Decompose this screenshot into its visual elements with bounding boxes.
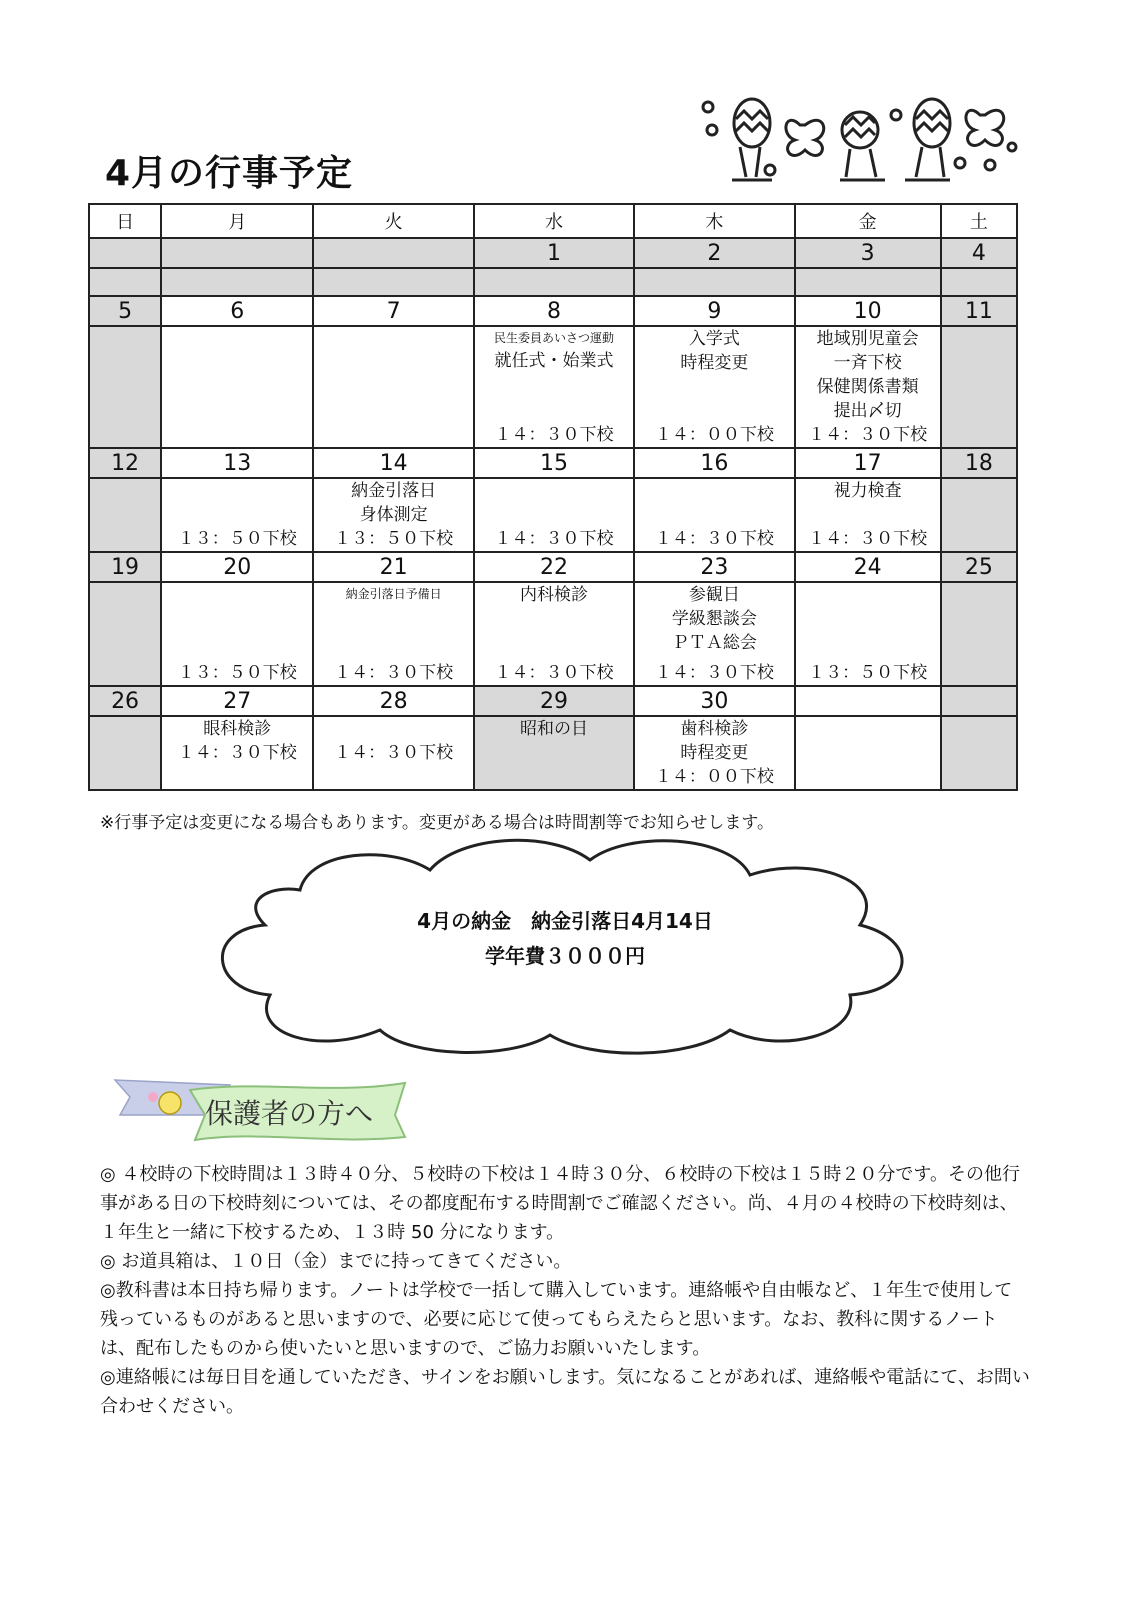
event-cell: [795, 478, 941, 552]
calendar-table: [88, 203, 1018, 791]
date-cell: 19: [89, 552, 161, 582]
event-cell: [795, 582, 941, 686]
date-cell: 7: [313, 296, 473, 326]
event-text: 身体測定: [359, 505, 428, 525]
date-cell: 17: [795, 448, 941, 478]
event-cell: [474, 326, 634, 448]
event-text: 昭和の日: [519, 719, 588, 739]
dismissal-time: １３：５０下校: [177, 529, 297, 549]
event-text: 保健関係書類: [816, 377, 919, 397]
event-cell: [161, 326, 313, 448]
event-text: 提出〆切: [833, 401, 902, 421]
notice-paragraph: ◎ ４校時の下校時間は１３時４０分、５校時の下校は１４時３０分、６校時の下校は１５時２０分です。その他行事がある日の下校時刻については、その都度配布する時間割でご確認ください。尚、４月の４校時の下校時刻は、１年生と一緒に下校するため、１３時 50 分になります。: [100, 1164, 1020, 1243]
date-cell: 20: [161, 552, 313, 582]
event-cell: [89, 478, 161, 552]
date-cell: 14: [313, 448, 473, 478]
date-cell: 3: [795, 238, 941, 268]
eggs-butterflies-illustration: [700, 95, 1020, 195]
event-text: 民生委員あいさつ運動: [493, 331, 614, 345]
event-cell: [795, 326, 941, 448]
event-cell: [634, 478, 794, 552]
dismissal-time: １４：３０下校: [808, 529, 928, 549]
event-cell: [313, 582, 473, 686]
date-cell: 11: [941, 296, 1017, 326]
event-cell: [313, 716, 473, 790]
event-cell: [941, 582, 1017, 686]
dismissal-time: １４：３０下校: [654, 663, 774, 683]
event-cell: [941, 478, 1017, 552]
event-cell: [634, 326, 794, 448]
event-cell: [634, 582, 794, 686]
weekday-header-row: [89, 204, 1017, 238]
notice-paragraph: ◎教科書は本日持ち帰ります。ノートは学校で一括して購入しています。連絡帳や自由帳など、１年生で使用して残っているものがあると思いますので、必要に応じて使ってもらえたらと思います。なお、教科に関するノートは、配布したものから使いたいと思いますので、ご協力お願いいたします。: [100, 1280, 1013, 1359]
event-cell: [795, 268, 941, 296]
date-cell: 9: [634, 296, 794, 326]
date-cell: [161, 238, 313, 268]
dismissal-time: １４：３０下校: [334, 663, 454, 683]
event-text: ＰＴＡ総会: [671, 633, 757, 653]
event-cell: [161, 716, 313, 790]
payment-amount: 学年費３０００円: [485, 944, 645, 968]
date-cell: 12: [89, 448, 161, 478]
date-cell: [89, 238, 161, 268]
event-cell: [161, 268, 313, 296]
guardian-notices: [100, 1160, 1030, 1421]
date-cell: 18: [941, 448, 1017, 478]
dismissal-time: １４：３０下校: [808, 425, 928, 445]
event-text: 一斉下校: [833, 353, 902, 373]
event-text: 視力検査: [833, 481, 902, 501]
event-text: 時程変更: [680, 743, 749, 763]
dismissal-time: １３：５０下校: [808, 663, 928, 683]
event-text: 参観日: [688, 585, 740, 605]
weekday-wed: 水: [474, 204, 634, 238]
date-cell: 28: [313, 686, 473, 716]
event-cell: [89, 716, 161, 790]
date-cell: 22: [474, 552, 634, 582]
event-text: 納金引落日: [351, 481, 437, 501]
weekday-fri: 金: [795, 204, 941, 238]
date-cell: [795, 686, 941, 716]
event-cell: [89, 268, 161, 296]
date-cell: 30: [634, 686, 794, 716]
event-cell: [941, 716, 1017, 790]
event-cell: [313, 326, 473, 448]
event-cell: [89, 582, 161, 686]
event-cell: [634, 268, 794, 296]
event-cell: [941, 326, 1017, 448]
date-cell: 2: [634, 238, 794, 268]
event-cell: [161, 478, 313, 552]
dismissal-time: １４：３０下校: [334, 743, 454, 763]
event-text: 就任式・始業式: [494, 351, 614, 371]
date-cell: 25: [941, 552, 1017, 582]
schedule-note: ※行事予定は変更になる場合もあります。変更がある場合は時間割等でお知らせします。: [100, 813, 775, 833]
event-cell: [941, 268, 1017, 296]
event-cell: [634, 716, 794, 790]
date-cell: 16: [634, 448, 794, 478]
event-cell: [313, 268, 473, 296]
dismissal-time: １３：５０下校: [177, 663, 297, 683]
event-cell: [795, 716, 941, 790]
date-cell: 27: [161, 686, 313, 716]
date-cell: [941, 686, 1017, 716]
event-text: 地域別児童会: [816, 329, 919, 349]
event-cell: [474, 268, 634, 296]
event-cell: [313, 478, 473, 552]
weekday-tue: 火: [313, 204, 473, 238]
dismissal-time: １４：３０下校: [177, 743, 297, 763]
date-cell: 10: [795, 296, 941, 326]
weekday-sun: 日: [89, 204, 161, 238]
date-cell: 4: [941, 238, 1017, 268]
dismissal-time: １４：３０下校: [654, 529, 774, 549]
event-text: 学級懇談会: [671, 609, 757, 629]
date-cell: 21: [313, 552, 473, 582]
payment-line: 4月の納金 納金引落日4月14日: [417, 909, 713, 933]
date-cell: 13: [161, 448, 313, 478]
event-text: 納金引落日予備日: [345, 587, 442, 601]
weekday-sat: 土: [941, 204, 1017, 238]
dismissal-time: １４：３０下校: [494, 425, 614, 445]
event-cell: [161, 582, 313, 686]
event-text: 内科検診: [519, 585, 588, 605]
banner-label: 保護者の方へ: [205, 1097, 374, 1130]
weekday-thu: 木: [634, 204, 794, 238]
event-cell: [89, 326, 161, 448]
notice-paragraph: ◎連絡帳には毎日目を通していただき、サインをお願いします。気になることがあれば、連絡帳や電話にて、お問い合わせください。: [100, 1367, 1030, 1417]
date-cell: 1: [474, 238, 634, 268]
dismissal-time: １４：３０下校: [494, 529, 614, 549]
dismissal-time: １４：３０下校: [494, 663, 614, 683]
date-cell: 26: [89, 686, 161, 716]
date-cell: 8: [474, 296, 634, 326]
date-cell: 29: [474, 686, 634, 716]
event-cell: [474, 582, 634, 686]
date-cell: [313, 238, 473, 268]
page-title: 4月の行事予定: [105, 153, 354, 194]
notice-paragraph: ◎ お道具箱は、１０日（金）までに持ってきてください。: [100, 1251, 572, 1272]
date-cell: 23: [634, 552, 794, 582]
dismissal-time: １３：５０下校: [334, 529, 454, 549]
weekday-mon: 月: [161, 204, 313, 238]
event-cell: [474, 478, 634, 552]
event-text: 眼科検診: [203, 719, 272, 739]
date-cell: 6: [161, 296, 313, 326]
date-cell: 24: [795, 552, 941, 582]
event-text: 入学式: [688, 329, 740, 349]
dismissal-time: １４：００下校: [654, 425, 774, 445]
event-text: 時程変更: [680, 353, 749, 373]
event-text: 歯科検診: [680, 719, 749, 739]
date-cell: 15: [474, 448, 634, 478]
date-cell: 5: [89, 296, 161, 326]
event-cell: [474, 716, 634, 790]
dismissal-time: １４：００下校: [654, 767, 774, 787]
